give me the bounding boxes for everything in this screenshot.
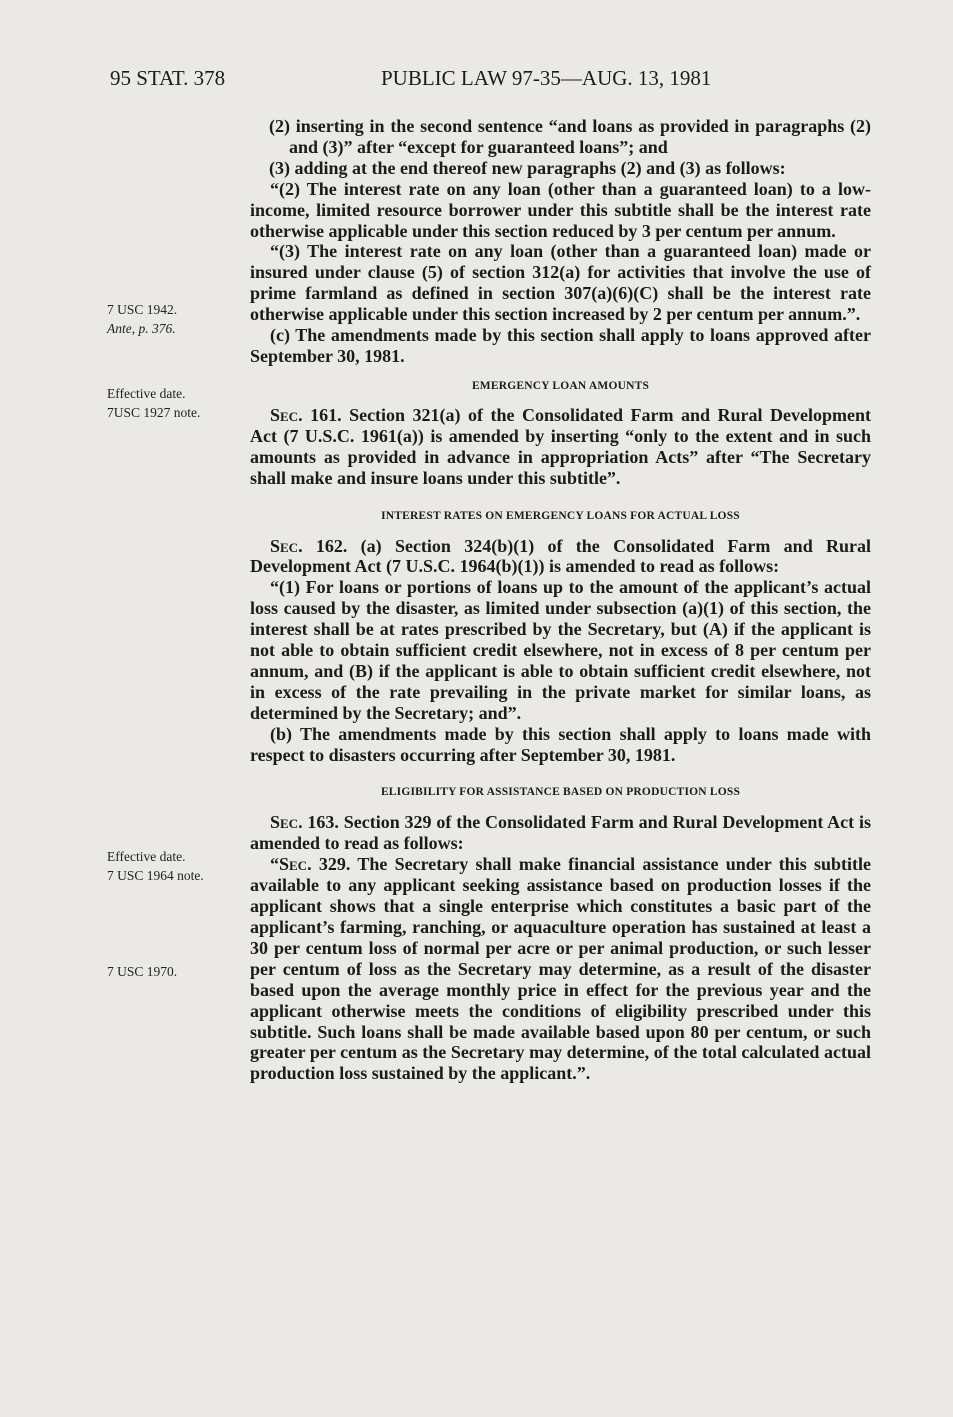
section-162-subsection-b: (b) The amendments made by this section shall apply to loans made with respect to disasters occurring after September 30, 1981. xyxy=(250,723,871,765)
subsection-c: (c) The amendments made by this section shall apply to loans approved after September 30, 1981. xyxy=(250,325,871,366)
section-label: Sec. xyxy=(270,535,303,556)
new-paragraph-2: “(2) The interest rate on any loan (other than a guaranteed loan) to a low-income, limited resource borrower under this subtitle shall be the interest rate otherwise applicable under this section reduced by 3 per centum per annum. xyxy=(250,178,871,241)
section-heading-eligibility: ELIGIBILITY FOR ASSISTANCE BASED ON PRODUCTION LOSS xyxy=(380,786,741,799)
page-header xyxy=(110,66,870,92)
margin-note-effective-date-1: Effective date. 7USC 1927 note. xyxy=(107,386,201,420)
section-label: Sec. xyxy=(270,404,303,425)
public-law-title: PUBLIC LAW 97-35—AUG. 13, 1981 xyxy=(381,66,712,90)
section-162-paragraph-1: “(1) For loans or portions of loans up to the amount of the applicant’s actual loss caused by the disaster, as limited under subsection (a)(1) of this section, the interest shall be at rates prescribed by the Secretary, but (A) if the applicant is not able to obtain sufficient credit elsewhere, not in excess of 8 per centum per annum, and (B) if the applicant is able to obtain sufficient credit elsewhere, not in excess of the rate prevailing in the private market for similar loans, as determined by the Secretary; and”. xyxy=(250,577,871,723)
paragraph-2-inserting: (2) inserting in the second sentence “and loans as provided in paragraphs (2) and (3)” after “except for guaranteed loans”; and xyxy=(269,116,871,157)
margin-note-usc-1970: 7 USC 1970. xyxy=(107,964,178,979)
section-label: Sec. xyxy=(270,812,303,833)
section-label: “Sec. xyxy=(270,854,312,875)
section-162: Sec. 162. (a) Section 324(b)(1) of the Consolidated Farm and Rural Development Act (7 U.S.C. 1964(b)(1)) is amended to read as follows: xyxy=(250,535,871,577)
section-329-text: “Sec. 329. The Secretary shall make financial assistance under this subtitle available to any applicant seeking assistance based on production losses if the applicant shows that a single enterprise which constitutes a basic part of the applicant’s farming, ranching, or aquaculture operation has sustained at least a 30 per centum loss of normal per acre or per animal production, or such lesser per centum of loss as the Secretary may determine, as a result of the disaster based upon the average monthly price in effect for the previous year and the applicant otherwise meets the conditions of eligibility prescribed under this subtitle. Such loans shall be made available based upon 80 per centum, or such greater per centum as the Secretary may determine, of the total calculated actual production loss sustained by the applicant.”. xyxy=(250,854,871,1084)
section-heading-emergency-loan-amounts: EMERGENCY LOAN AMOUNTS xyxy=(471,379,650,392)
section-161: Sec. 161. Section 321(a) of the Consolidated Farm and Rural Development Act (7 U.S.C. 1961(a)) is amended by inserting “only to the extent and in such amounts as provided in advance in appropriation Acts” after “The Secretary shall make and insure loans under this subtitle”. xyxy=(250,404,871,488)
section-163: Sec. 163. Section 329 of the Consolidated Farm and Rural Development Act is amended to read as follows: xyxy=(250,812,871,854)
margin-note-effective-date-2: Effective date. 7 USC 1964 note. xyxy=(107,849,204,883)
margin-note-usc-1942: 7 USC 1942. Ante, p. 376. xyxy=(107,302,178,336)
new-paragraph-3: “(3) The interest rate on any loan (other than a guaranteed loan) made or insured under clause (5) of section 312(a) for activities that involve the use of prime farmland as defined in section 307(a)(6)(C) shall be the interest rate otherwise applicable under this section increased by 2 per centum per annum.”. xyxy=(250,241,871,325)
paragraph-3-adding: (3) adding at the end thereof new paragraphs (2) and (3) as follows: xyxy=(269,157,786,178)
statute-page-number: 95 STAT. 378 xyxy=(110,66,226,90)
section-heading-interest-rates: INTEREST RATES ON EMERGENCY LOANS FOR ACTUAL LOSS xyxy=(381,509,740,522)
document-body xyxy=(250,116,871,1084)
